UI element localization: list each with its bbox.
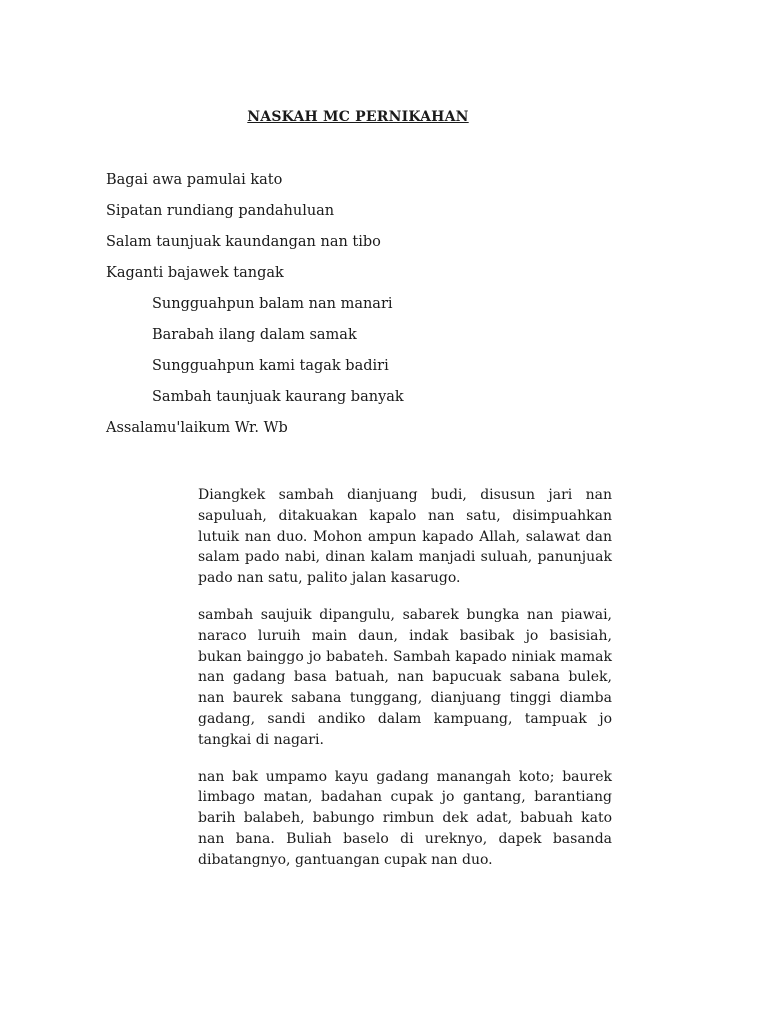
verse-line: Sipatan rundiang pandahuluan [106, 203, 335, 219]
paragraph: Diangkek sambah dianjuang budi, disusun jari nan sapuluah, ditakuakan kapalo nan satu, disimpuahkan lutuik nan duo. Mohon ampun kapado Allah, salawat dan salam pado nabi, dinan kalam manjadi suluah, panunjuak pado nan satu, palito jalan kasarugo. [198, 487, 612, 587]
paragraph: sambah saujuik dipangulu, sabarek bungka nan piawai, naraco luruih main daun, indak basibak jo basisiah, bukan bainggo jo babateh. Sambah kapado niniak mamak nan gadang basa batuah, nan bapucuak sabana bulek, nan baurek sabana tunggang, dianjuang tinggi diamba gadang, sandi andiko dalam kampuang, tampuak jo tangkai di nagari. [198, 606, 612, 748]
opening-verses [106, 170, 404, 449]
verse-line-indented: Sambah taunjuak kaurang banyak [152, 389, 404, 405]
body-paragraphs [198, 485, 612, 887]
verse-line: Bagai awa pamulai kato [106, 172, 283, 188]
paragraph: nan bak umpamo kayu gadang manangah koto; baurek limbago matan, badahan cupak jo gantang, barantiang barih balabeh, babungo rimbun dek adat, babuah kato nan bana. Buliah baselo di ureknyo, dapek basanda dibatangnyo, gantuangan cupak nan duo. [198, 768, 612, 868]
verse-line-indented: Sungguahpun kami tagak badiri [152, 358, 389, 374]
verse-line-indented: Sungguahpun balam nan manari [152, 296, 393, 312]
verse-line-indented: Barabah ilang dalam samak [152, 327, 357, 343]
verse-line: Salam taunjuak kaundangan nan tibo [106, 234, 381, 250]
greeting-line: Assalamu'laikum Wr. Wb [106, 420, 288, 436]
verse-line: Kaganti bajawek tangak [106, 265, 284, 281]
document-title: NASKAH MC PERNIKAHAN [247, 109, 469, 125]
